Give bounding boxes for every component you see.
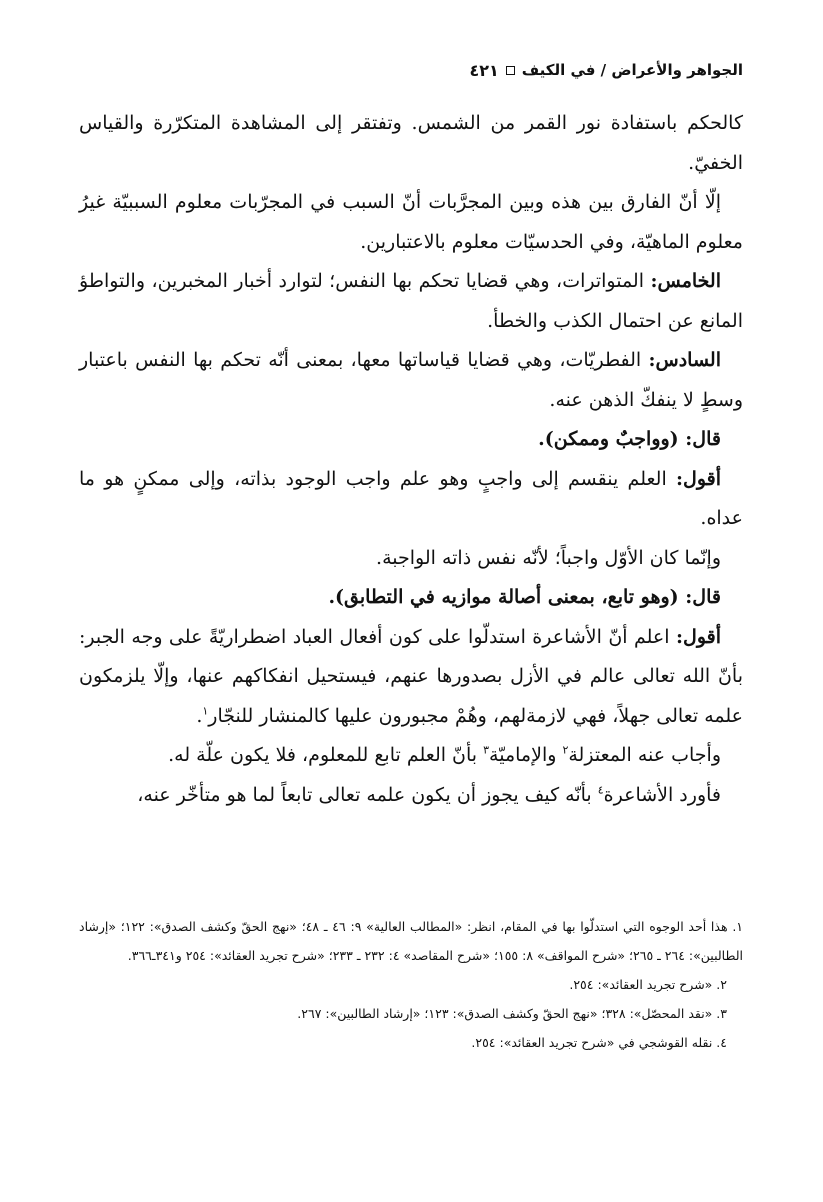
paragraph-label: قال: bbox=[685, 428, 721, 450]
footnote: ٣. «نقد المحصّل»: ٣٢٨؛ «نهج الحقّ وكشف الصدق»: ١٢٣؛ «إرشاد الطالبين»: ٢٦٧. bbox=[297, 1006, 727, 1021]
paragraph-label: السادس: bbox=[648, 349, 721, 371]
separator-square-icon bbox=[506, 66, 515, 75]
paragraph: أقول: اعلم أنّ الأشاعرة استدلّوا على كون أفعال العباد اضطراريّةً على وجه الجبر: بأنّ الله تعالى عالم في الأزل بصدورها عنهم، فيستحيل انفكاكهم عنها، وإلّا يلزمكون علمه تعالى جهلاً، فهي لازمةلهم، وهُمْ مجبورون عليها كالمنشار للنجّار$^١$. bbox=[79, 625, 743, 727]
paragraph: أقول: العلم ينقسم إلى واجبٍ وهو علم واجب الوجود بذاته، وإلى ممكنٍ هو ما عداه. bbox=[79, 467, 743, 529]
paragraph: السادس: الفطريّات، وهي قضايا قياساتها معها، بمعنى أنّه تحكم بها النفس باعتبار وسطٍ لا ينفكّ الذهن عنه. bbox=[79, 349, 743, 411]
footnotes bbox=[79, 912, 743, 1057]
paragraph: كالحكم باستفادة نور القمر من الشمس. وتفتقر إلى المشاهدة المتكرّرة والقياس الخفيّ. bbox=[79, 112, 743, 174]
footnote: ٤. نقله القوشجي في «شرح تجريد العقائد»: ٢٥٤. bbox=[471, 1035, 727, 1050]
footnote-ref: ٤ bbox=[597, 783, 604, 797]
page-number: ٤٢١ bbox=[469, 60, 499, 80]
header-title: الجواهر والأعراض / في الكيف bbox=[521, 61, 743, 79]
footnote: ٢. «شرح تجريد العقائد»: ٢٥٤. bbox=[569, 977, 727, 992]
footnote-ref: ٣ bbox=[483, 743, 490, 757]
paragraph: وإنّما كان الأوّل واجباً؛ لأنّه نفس ذاته الواجبة. bbox=[376, 546, 721, 569]
running-header bbox=[80, 58, 743, 82]
footnote-ref: ٢ bbox=[562, 743, 569, 757]
paragraph-label: أقول: bbox=[676, 625, 721, 648]
paragraph-label: قال: bbox=[685, 586, 721, 608]
paragraph-label: أقول: bbox=[676, 467, 721, 490]
paragraph: قال: (وواجبٌ وممكن). bbox=[538, 428, 721, 450]
paragraph: إلّا أنّ الفارق بين هذه وبين المجرَّبات أنّ السبب في المجرّبات معلوم السببيّة غيرُ معلوم الماهيّة، وفي الحدسيّات معلوم بالاعتبارين. bbox=[79, 191, 743, 253]
paragraph: فأورد الأشاعرة$^٤$ بأنّه كيف يجوز أن يكون علمه تعالى تابعاً لما هو متأخّر عنه، bbox=[137, 783, 721, 806]
footnote: ١. هذا أحد الوجوه التي استدلّوا بها في المقام، انظر: «المطالب العالية» ٩: ٤٦ ـ ٤٨؛ «نهج الحقّ وكشف الصدق»: ١٢٢؛ «إرشاد الطالبين»: ٢٦٤ ـ ٢٦٥؛ «شرح المواقف» ٨: ١٥٥؛ «شرح المقاصد» ٤: ٢٣٢ ـ ٢٣٣؛ «شرح تجريد العقائد»: ٢٥٤ و٣٤١ـ٣٦٦. bbox=[79, 919, 744, 963]
paragraph: الخامس: المتواترات، وهي قضايا تحكم بها النفس؛ لتوارد أخبار المخبرين، والتواطؤ المانع عن احتمال الكذب والخطأ. bbox=[79, 270, 743, 332]
paragraph: قال: (وهو تابع، بمعنى أصالة موازيه في التطابق). bbox=[328, 586, 721, 608]
paragraph-label: الخامس: bbox=[650, 270, 721, 292]
footnote-ref: ١ bbox=[202, 704, 209, 718]
main-text bbox=[79, 104, 743, 815]
paragraph: وأجاب عنه المعتزلة$^٢$ والإماميّة$^٣$ بأنّ العلم تابع للمعلوم، فلا يكون علّة له. bbox=[168, 743, 721, 766]
